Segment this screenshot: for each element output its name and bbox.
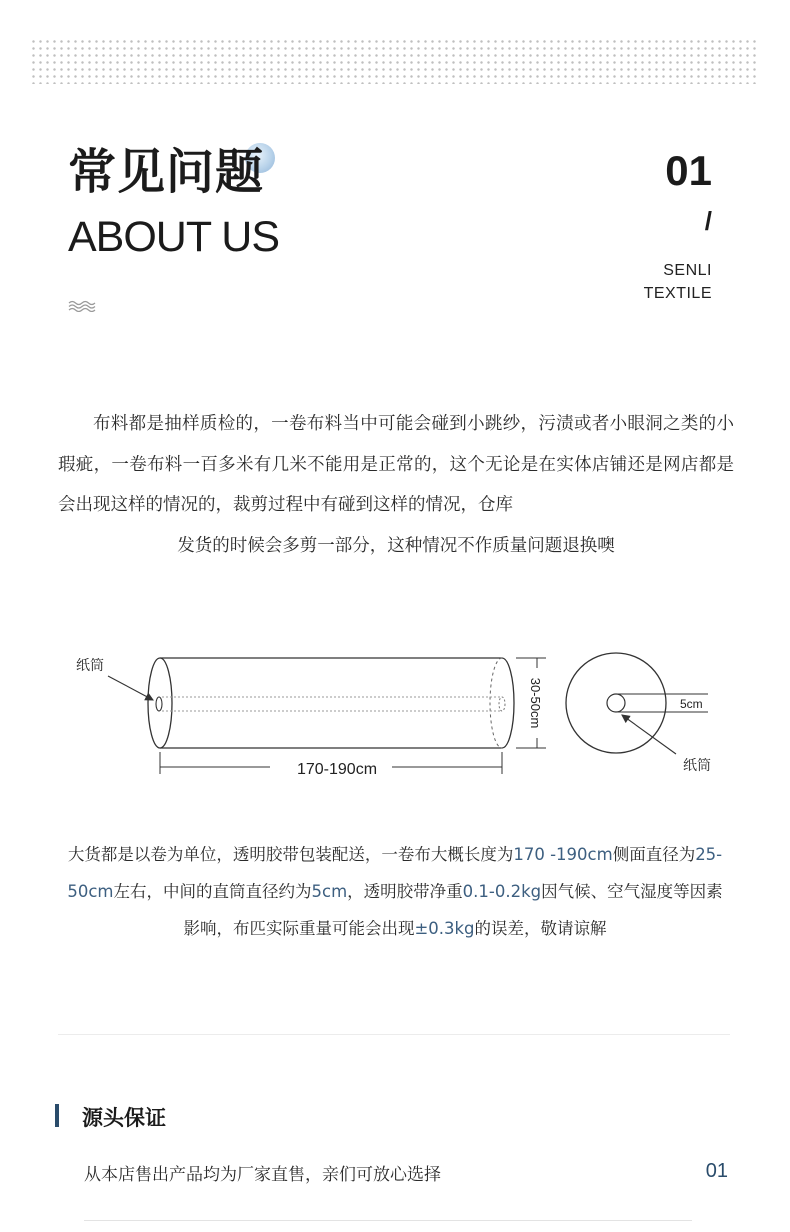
tube-label-left: 纸筒 [76, 658, 104, 674]
section-item-number: 01 [705, 1160, 728, 1182]
specs-length: 170 -190cm [513, 845, 613, 864]
specs-weight: 0.1-0.2kg [462, 882, 542, 901]
specs-text-1: 大货都是以卷为单位，透明胶带包装配送，一卷布大概长度为 [67, 845, 514, 864]
intro-line-1: 布料都是抽样质检的，一卷布料当中可能会碰到小跳纱，污渍或者小眼洞之类的小瑕疵，一卷布料一百多米有几米不能用是正常的，这个无论是在实体店铺还是网店都是会出现这样的情况的，裁剪过程中有碰到这样的情况，仓库 [58, 414, 734, 515]
specs-text-2: 侧面直径为 [612, 845, 696, 864]
section-number: 01 [665, 147, 712, 194]
brand-line-2: TEXTILE [643, 285, 712, 302]
page-title: 常见问题 [68, 144, 265, 200]
tube-label-right: 纸筒 [683, 758, 711, 774]
section-divider [58, 1034, 730, 1035]
wave-icon [68, 300, 96, 312]
length-label: 170-190cm [296, 761, 378, 778]
brand-line-1: SENLI [663, 262, 712, 279]
specs-core: 5cm [311, 882, 348, 901]
page-subtitle: ABOUT US [68, 213, 280, 261]
specs-text-3: 左右，中间的直筒直径约为 [113, 882, 312, 901]
roll-cylinder [148, 658, 514, 748]
specs-text-6: 的误差，敬请谅解 [474, 919, 607, 938]
core-label: 5cm [680, 697, 703, 711]
fabric-roll-diagram [0, 640, 790, 790]
section-text: 从本店售出产品均为厂家直售，亲们可放心选择 [84, 1165, 441, 1185]
intro-line-2: 发货的时候会多剪一部分，这种情况不作质量问题退换噢 [177, 535, 615, 556]
specs-text-5: 因气候、空气湿度等因素影响，布匹实际重量可能会出现 [183, 882, 723, 938]
specs-text-4: ，透明胶带净重 [347, 882, 463, 901]
tube-arrow-left [108, 676, 153, 700]
dot-pattern [30, 38, 760, 84]
bottom-divider [84, 1220, 692, 1221]
slash-mark: / [704, 206, 712, 236]
intro-paragraph [58, 404, 734, 566]
section-accent-bar [55, 1104, 59, 1127]
specs-diameter: 25-50cm [67, 845, 723, 901]
specs-paragraph [60, 836, 730, 947]
section-title: 源头保证 [82, 1106, 166, 1130]
diameter-label: 30-50cm [528, 677, 543, 729]
specs-tolerance: ±0.3kg [414, 919, 475, 938]
